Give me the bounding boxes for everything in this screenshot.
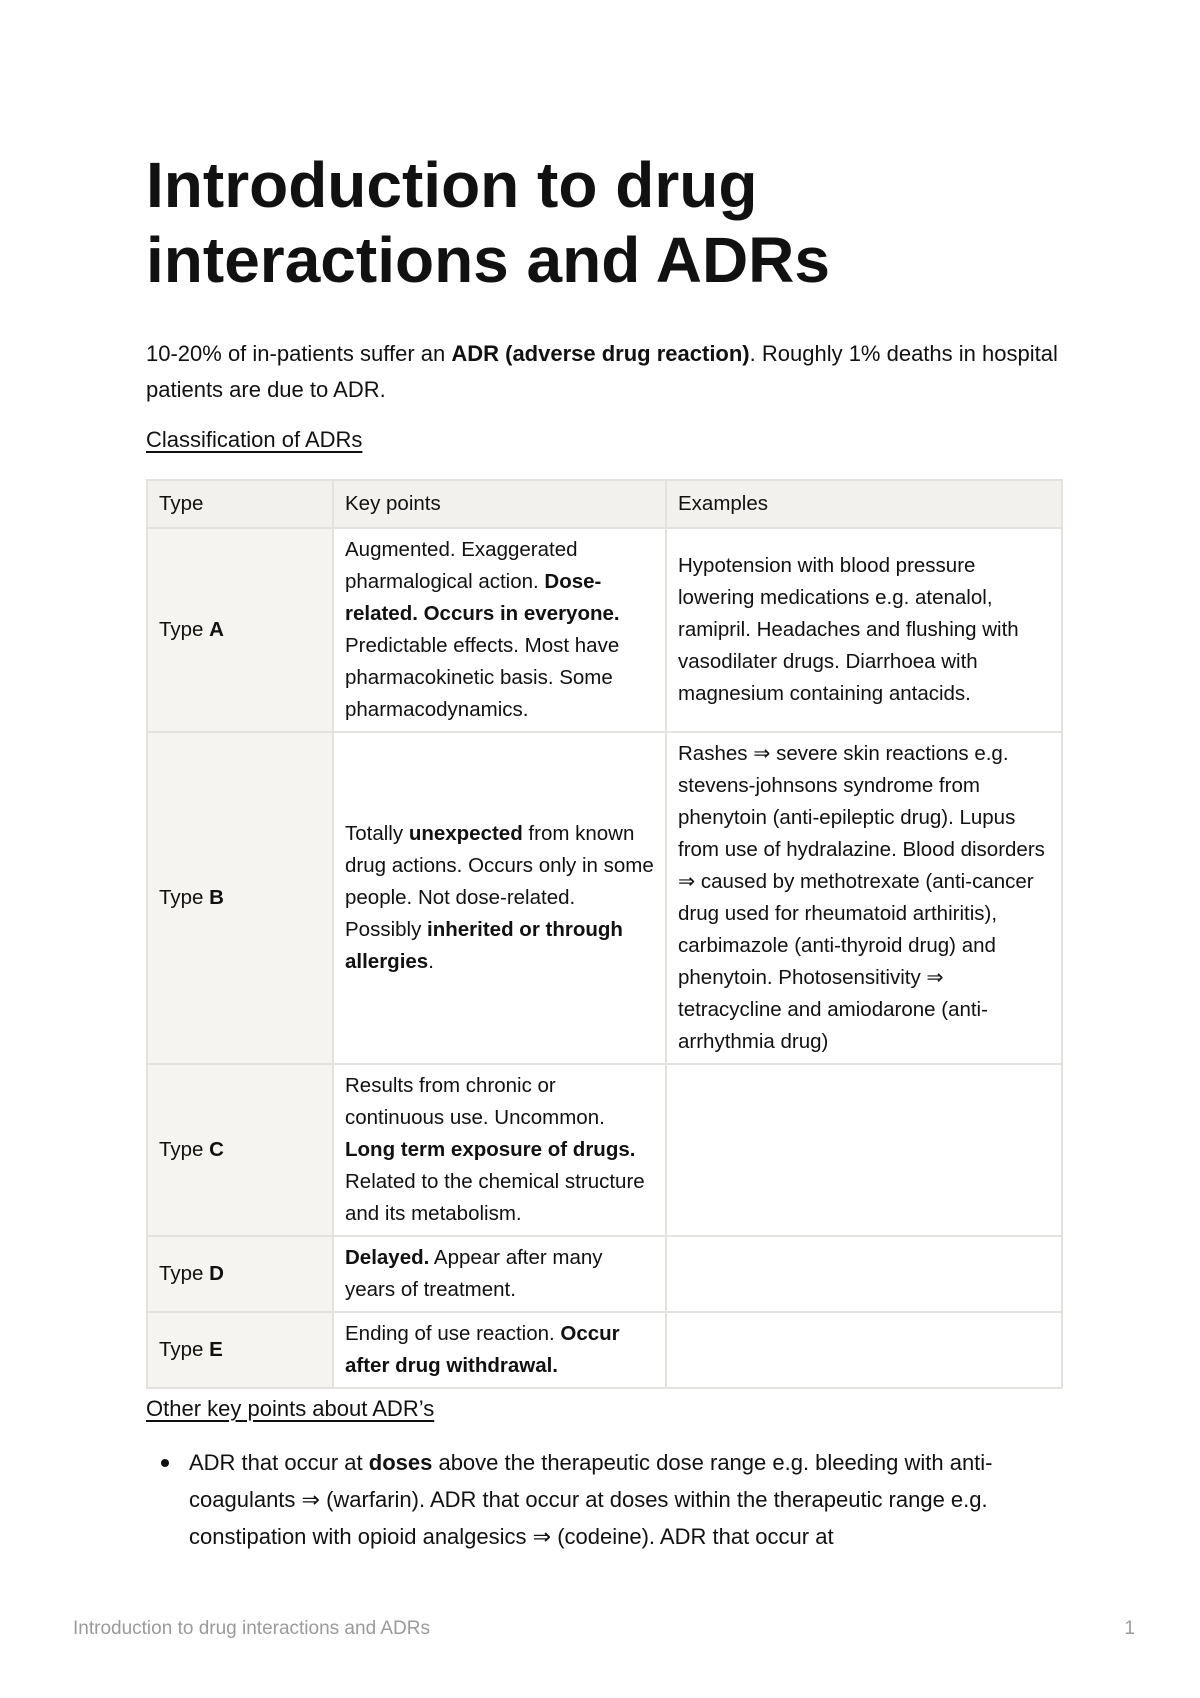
examples-cell: Hypotension with blood pressure lowering medications e.g. atenalol, ramipril. Headaches and flushing with vasodilater drugs. Diarrhoea with magnesium containing antacids. — [666, 528, 1062, 732]
type-cell — [147, 1236, 333, 1312]
examples-cell — [666, 1064, 1062, 1236]
table-row — [147, 528, 1062, 732]
footer-title: Introduction to drug interactions and ADRs — [73, 1618, 430, 1639]
type-cell — [147, 1312, 333, 1388]
type-cell — [147, 1064, 333, 1236]
type-prefix: Type — [159, 1138, 210, 1161]
header-key-points: Key points — [333, 480, 666, 528]
type-letter: D — [209, 1262, 224, 1285]
examples-cell: Rashes ⇒ severe skin reactions e.g. stevens-johnsons syndrome from phenytoin (anti-epileptic drug). Lupus from use of hydralazine. Blood disorders ⇒ caused by methotrexate (anti-cancer drug used for rheumatoid arthiritis), carbimazole (anti-thyroid drug) and phenytoin. Photosensitivity ⇒ tetracycline and amiodarone (anti-arrhythmia drug) — [666, 732, 1062, 1064]
type-letter: E — [209, 1338, 223, 1361]
examples-cell — [666, 1236, 1062, 1312]
key-points-cell: Totally unexpected from known drug actions. Occurs only in some people. Not dose-related. Possibly inherited or through allergies. — [333, 732, 666, 1064]
page-number: 1 — [1124, 1618, 1135, 1639]
intro-paragraph — [146, 336, 1066, 408]
type-letter: B — [209, 886, 224, 909]
intro-text-2: . Roughly 1% deaths in hospital patients are due to ADR. — [146, 341, 1058, 402]
type-letter: A — [209, 618, 224, 641]
type-prefix: Type — [159, 1338, 210, 1361]
header-type: Type — [147, 480, 333, 528]
key-points-list — [146, 1444, 1066, 1555]
classification-heading: Classification of ADRs — [146, 427, 363, 452]
type-prefix: Type — [159, 886, 210, 909]
bullet-dot-icon — [161, 1459, 169, 1467]
key-points-cell: Ending of use reaction. Occur after drug withdrawal. — [333, 1312, 666, 1388]
type-letter: C — [209, 1138, 224, 1161]
page-title: Introduction to drug interactions and ADRs — [146, 149, 830, 296]
type-cell — [147, 732, 333, 1064]
examples-cell — [666, 1312, 1062, 1388]
table-row — [147, 1236, 1062, 1312]
key-points-cell: Augmented. Exaggerated pharmalogical action. Dose-related. Occurs in everyone. Predictable effects. Most have pharmacokinetic basis. Some pharmacodynamics. — [333, 528, 666, 732]
table-row — [147, 1064, 1062, 1236]
type-prefix: Type — [159, 1262, 210, 1285]
key-points-cell: Results from chronic or continuous use. Uncommon. Long term exposure of drugs. Related to the chemical structure and its metabolism. — [333, 1064, 666, 1236]
type-cell — [147, 528, 333, 732]
list-item: ADR that occur at doses above the therapeutic dose range e.g. bleeding with anti-coagulants ⇒ (warfarin). ADR that occur at doses within the therapeutic range e.g. constipation with opioid analgesics ⇒ (codeine). ADR that occur at — [146, 1444, 1066, 1555]
type-prefix: Type — [159, 618, 210, 641]
table-row — [147, 732, 1062, 1064]
other-key-points-heading: Other key points about ADR’s — [146, 1396, 435, 1421]
table-header-row — [147, 480, 1062, 528]
key-points-cell: Delayed. Appear after many years of treatment. — [333, 1236, 666, 1312]
intro-text-1: 10-20% of in-patients suffer an — [146, 341, 452, 366]
intro-bold-adr: ADR (adverse drug reaction) — [451, 341, 750, 366]
adr-classification-table — [146, 479, 1063, 1389]
table-row — [147, 1312, 1062, 1388]
header-examples: Examples — [666, 480, 1062, 528]
